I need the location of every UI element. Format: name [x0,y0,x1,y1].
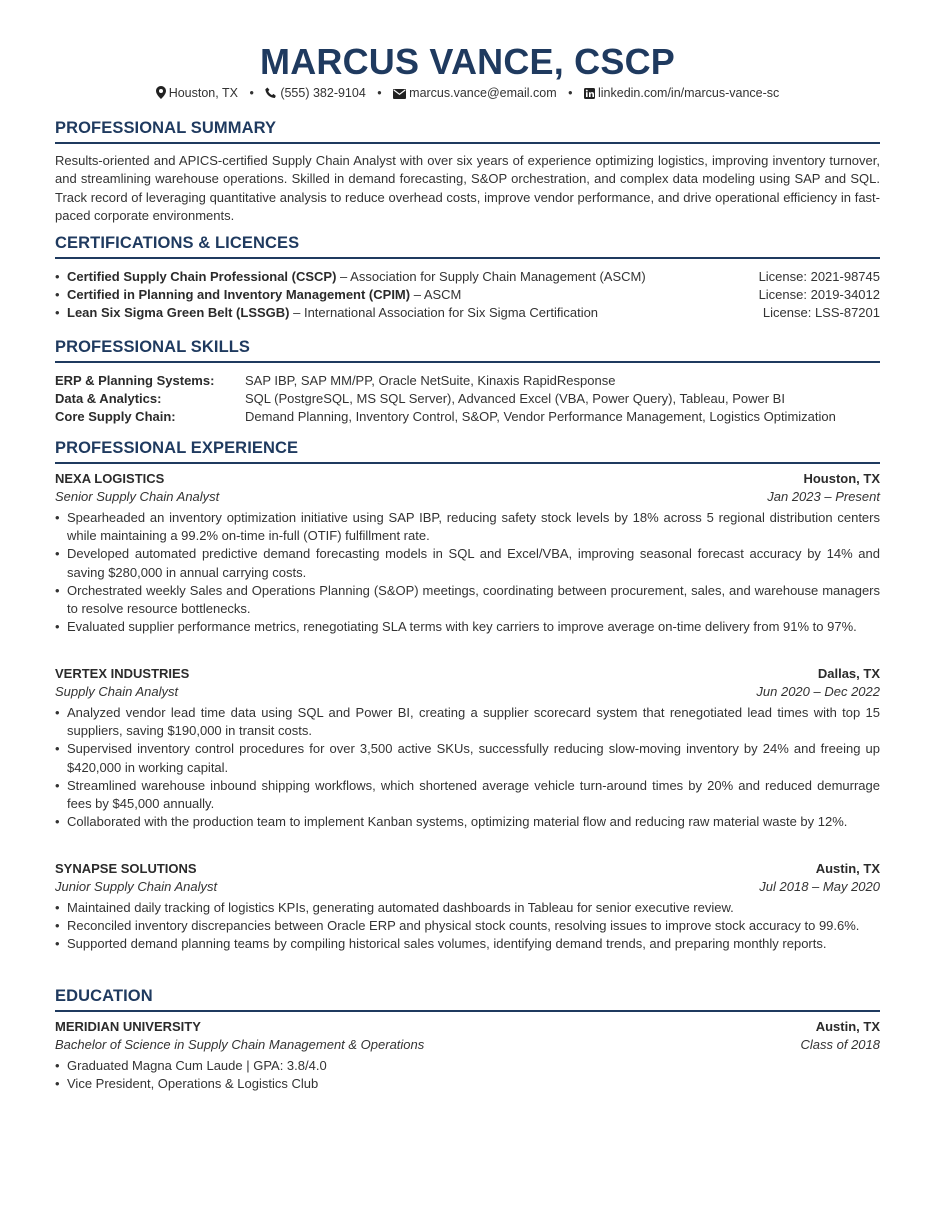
job-location: Austin, TX [815,861,880,876]
job-bullets [55,704,880,831]
certifications-section [55,233,880,322]
skill-row [55,408,880,426]
skill-category: Core Supply Chain: [55,409,176,424]
job-location: Houston, TX [803,471,880,486]
section-title: EDUCATION [55,986,880,1012]
contact-line [0,85,935,101]
job-title: Supply Chain Analyst [55,684,179,699]
envelope-icon [393,89,406,99]
license-number: License: 2019-34012 [758,287,880,302]
certification-issuer: – ASCM [410,287,462,302]
job-bullet: • Orchestrated weekly Sales and Operations Planning (S&OP) meetings, coordinating between procurement, sales, and warehouse managers to resolve resource bottlenecks. [55,582,880,618]
section-title: CERTIFICATIONS & LICENCES [55,233,880,259]
certification-list [55,268,880,322]
education-bullets [55,1057,880,1093]
experience-section [55,438,880,464]
education-bullet: • Graduated Magna Cum Laude | GPA: 3.8/4.0 [55,1057,880,1075]
separator: • [249,86,254,100]
job-bullet: • Evaluated supplier performance metrics, renegotiating SLA terms with key carriers to improve average on-time delivery from 91% to 97%. [55,618,880,636]
skill-values: Demand Planning, Inventory Control, S&OP, Vendor Performance Management, Logistics Optimization [245,409,836,424]
certification-issuer: – International Association for Six Sigma Certification [289,305,599,320]
license-number: License: LSS-87201 [762,305,880,320]
separator: • [377,86,382,100]
job-bullet: • Streamlined warehouse inbound shipping workflows, which shortened average vehicle turn-around times by 20% and reduced demurrage fees by $45,000 annually. [55,777,880,813]
certification-issuer: – Association for Supply Chain Management (ASCM) [336,269,646,284]
location-item [156,86,242,100]
job-entry [55,470,880,636]
summary-text: Results-oriented and APICS-certified Supply Chain Analyst with over six years of experience optimizing logistics, improving inventory turnover, and streamlining warehouse operations. Skilled in demand forecasting, S&OP orchestration, and complex data modeling using SAP and SQL. Track record of leveraging quantitative analysis to reduce overhead costs, improve vendor performance, and drive operational efficiency in fast-paced corporate environments. [55,153,880,224]
linkedin-item[interactable] [584,86,779,100]
job-bullet: • Collaborated with the production team to implement Kanban systems, optimizing material flow and reducing raw material waste by 12%. [55,813,880,831]
job-dates: Jun 2020 – Dec 2022 [756,684,880,699]
linkedin-icon [584,88,595,99]
skills-section [55,337,880,426]
job-dates: Jul 2018 – May 2020 [759,879,880,894]
linkedin-link[interactable]: linkedin.com/in/marcus-vance-sc [597,86,780,100]
job-title: Junior Supply Chain Analyst [55,879,218,894]
email-item[interactable] [393,86,560,100]
certification-item [55,286,880,304]
email-link[interactable]: marcus.vance@email.com [409,86,557,100]
job-entry [55,860,880,954]
company-name: NEXA LOGISTICS [55,471,165,486]
section-title: PROFESSIONAL SUMMARY [55,118,880,144]
job-bullet: • Supported demand planning teams by compiling historical sales volumes, identifying demand trends, and preparing monthly reports. [55,935,880,953]
company-name: VERTEX INDUSTRIES [55,666,190,681]
skill-row [55,390,880,408]
education-bullet: • Vice President, Operations & Logistics Club [55,1075,880,1093]
school-name: MERIDIAN UNIVERSITY [55,1019,201,1034]
degree: Bachelor of Science in Supply Chain Management & Operations [55,1037,425,1052]
job-bullet: • Reconciled inventory discrepancies between Oracle ERP and physical stock counts, resolving issues to improve stock accuracy to 99.6%. [55,917,880,935]
phone-text: (555) 382-9104 [280,86,366,100]
job-bullet: • Supervised inventory control procedures for over 3,500 active SKUs, successfully reducing slow-moving inventory by 24% and freeing up $420,000 in working capital. [55,740,880,776]
license-number: License: 2021-98745 [758,269,880,284]
location-text: Houston, TX [168,86,238,100]
job-bullets [55,509,880,636]
job-bullets [55,899,880,954]
skill-values: SQL (PostgreSQL, MS SQL Server), Advanced Excel (VBA, Power Query), Tableau, Power BI [245,391,785,406]
certification-name: Certified in Planning and Inventory Management (CPIM) [67,287,411,302]
certification-name: Certified Supply Chain Professional (CSCP) [67,269,337,284]
job-entry [55,665,880,831]
certification-name: Lean Six Sigma Green Belt (LSSGB) [67,305,290,320]
map-marker-icon [156,86,166,99]
job-bullet: • Spearheaded an inventory optimization initiative using SAP IBP, reducing safety stock levels by 18% across 5 regional distribution centers while maintaining a 99.2% on-time in-full (OTIF) fulfillment rate. [55,509,880,545]
job-dates: Jan 2023 – Present [767,489,880,504]
job-bullet: • Maintained daily tracking of logistics KPIs, generating automated dashboards in Tableau for senior executive review. [55,899,880,917]
school-location: Austin, TX [815,1019,880,1034]
skills-list [55,372,880,426]
skill-row [55,372,880,390]
job-title: Senior Supply Chain Analyst [55,489,220,504]
job-bullet: • Analyzed vendor lead time data using SQL and Power BI, creating a supplier scorecard system that renegotiated lead times with top 15 suppliers, saving $190,000 in transit costs. [55,704,880,740]
section-title: PROFESSIONAL EXPERIENCE [55,438,880,464]
certification-item [55,304,880,322]
section-title: PROFESSIONAL SKILLS [55,337,880,363]
skill-category: ERP & Planning Systems: [55,373,215,388]
skill-category: Data & Analytics: [55,391,162,406]
education-entry [55,1018,880,1093]
candidate-name: MARCUS VANCE, CSCP [260,41,675,82]
phone-icon [265,87,277,99]
job-location: Dallas, TX [817,666,880,681]
phone-item [265,86,369,100]
job-bullet: • Developed automated predictive demand forecasting models in SQL and Excel/VBA, improving seasonal forecast accuracy by 14% and saving $280,000 in annual carrying costs. [55,545,880,581]
education-section [55,986,880,1012]
certification-item [55,268,880,286]
skill-values: SAP IBP, SAP MM/PP, Oracle NetSuite, Kinaxis RapidResponse [245,373,616,388]
graduation-date: Class of 2018 [800,1037,880,1052]
company-name: SYNAPSE SOLUTIONS [55,861,197,876]
separator: • [568,86,573,100]
summary-section [55,118,880,226]
